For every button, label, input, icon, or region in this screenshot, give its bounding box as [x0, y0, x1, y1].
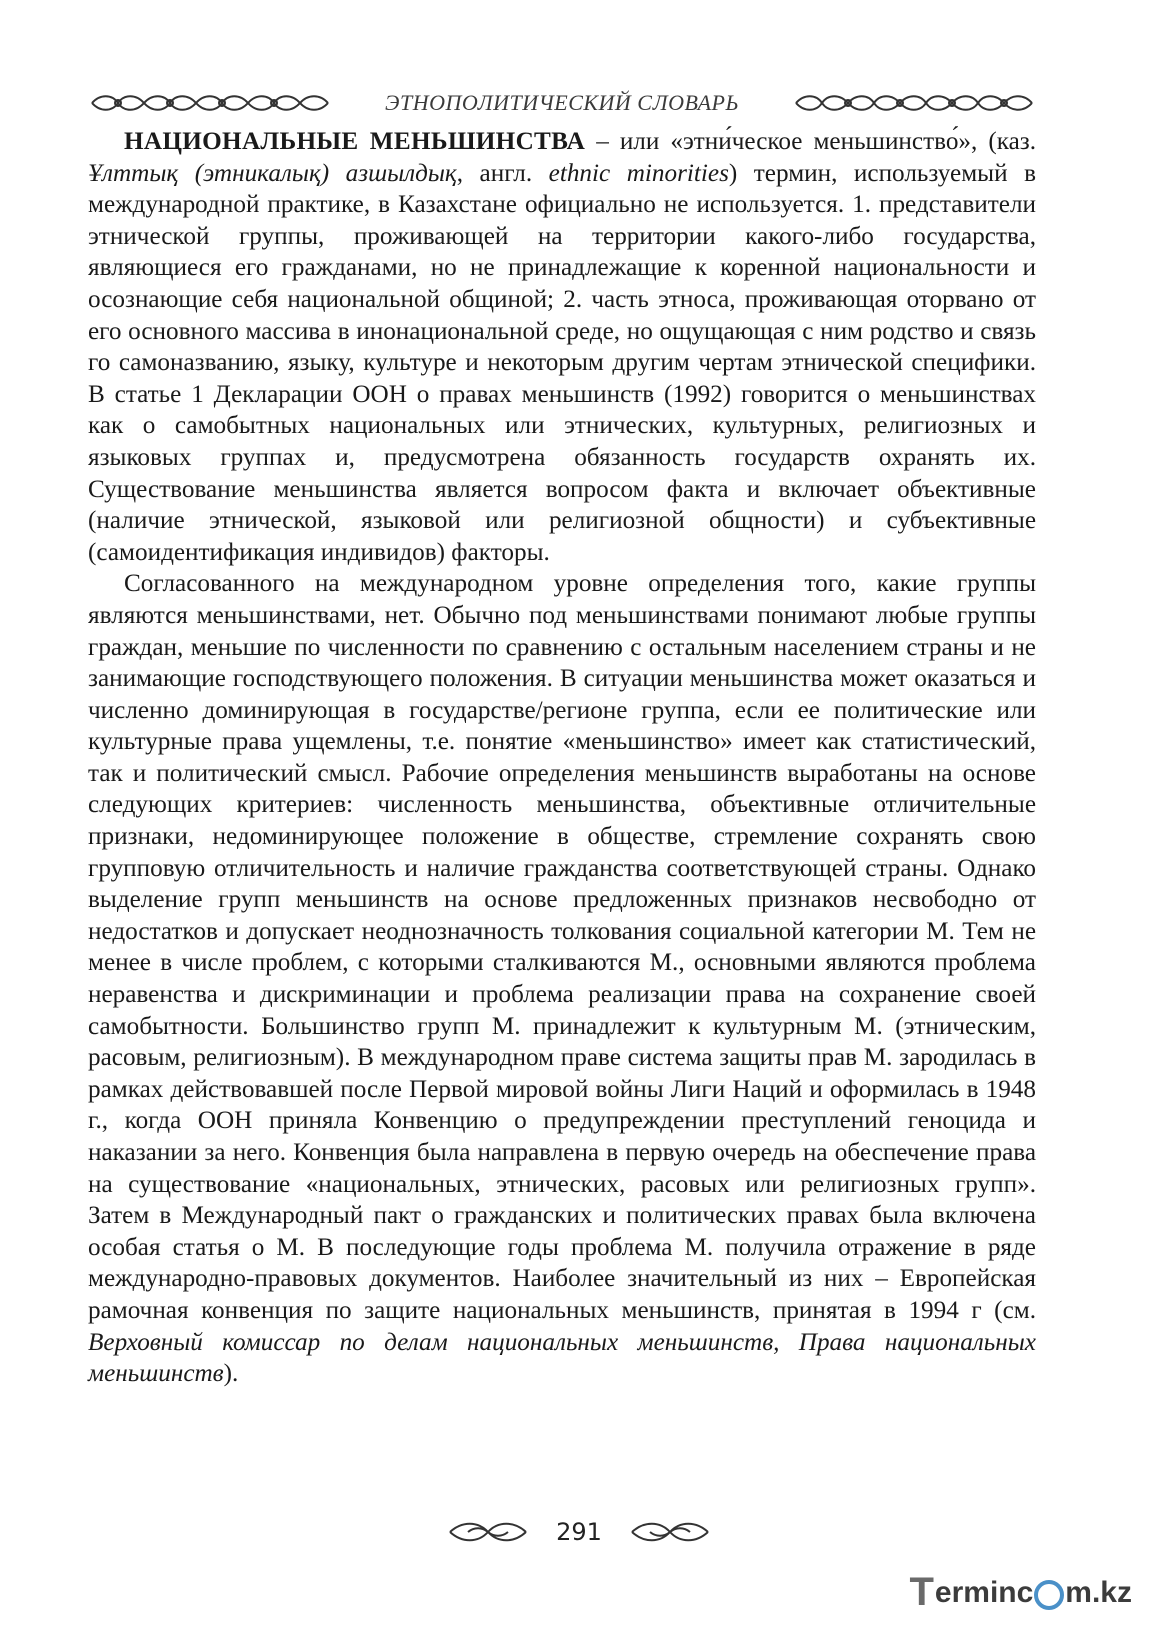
header-title: ЭТНОПОЛИТИЧЕСКИЙ СЛОВАРЬ	[385, 90, 739, 115]
entry-text: Согласованного на международном уровне определения того, какие группы являются меньшинствами, нет. Обычно под меньшинствами понимают любые группы граждан, меньшие по численности по сравнению с остальным населением страны и не занимающие господствующего положения. В ситуации меньшинства может оказаться и численно доминирующая в государстве/регионе группа, если ее политические или культурные права ущемлены, т.е. понятие «меньшинство» имеет как статистический, так и политический смысл. Рабочие определения меньшинств выработаны на основе следующих критериев: численность меньшинства, объективные отличительные признаки, недоминирующее положение в обществе, стремление сохранять свою групповую отличительность и наличие гражданства соответствующей страны. Однако выделение групп меньшинств на основе предложенных признаков несвободно от недостатков и допускает неоднозначность толкования социальной категории М. Тем не менее в числе проблем, с которыми сталкиваются М., основными являются проблема неравенства и дискриминации и проблема реализации права на сохранение своей самобытности. Большинство групп М. принадлежит к культурным М. (этническим, расовым, религиозным). В международном праве система защиты прав М. зародилась в рамках действовавшей после Первой мировой войны Лиги Наций и оформилась в 1948 г., когда ООН приняла Конвенцию о предупреждении преступлений геноцида и наказании за него. Конвенция была направлена в первую очередь на обеспечение права на существование «национальных, этнических, расовых или религиозных групп». Затем в Международный пакт о гражданских и политических правах была включена особая статья о М. В последующие годы проблема М. получила отражение в ряде международно-правовых документов. Наиболее значительный из них – Европейская рамочная конвенция по защите национальных меньшинств, принятая в 1994 г (см.	[88, 570, 1036, 1324]
entry-text: ) термин, используемый в международной практике, в Казахстане официально не используется. 1. представители этнической группы, проживающей на территории какого-либо государства, являющиеся его гражданами, но не принадлежащие к коренной национальности и осознающие себя национальной общиной; 2. часть этноса, проживающая оторвано от его основного массива в инонациональной среде, но ощущающая с ним родство и связь го самоназванию, языку, культуре и некоторым другим чертам этнической специфики. В статье 1 Декларации ООН о правах меньшинств (1992) говорится о меньшинствах как о самобытных национальных или этнических, культурных, религиозных и языковых группах и, предусмотрена обязанность государств охранять их. Существование меньшинства является вопросом факта и включает объективные (наличие этнической, языковой или религиозной общности) и субъективные (самоидентификация индивидов) факторы.	[88, 159, 1036, 566]
swirl-ornament-left-icon	[448, 1519, 528, 1545]
watermark-text: erminc	[934, 1575, 1034, 1609]
watermark-letter: T	[909, 1570, 934, 1614]
english-term: ethnic minorities	[548, 159, 729, 187]
entry-term: НАЦИОНАЛЬНЫЕ МЕНЬШИНСТВА	[124, 128, 586, 155]
dictionary-entry	[88, 126, 1036, 1390]
see-also-references: Верховный комиссар по делам национальных меньшинств, Права национальных меньшинств	[88, 1328, 1036, 1388]
scroll-ornament-left-icon	[88, 92, 338, 114]
scroll-ornament-right-icon	[786, 92, 1036, 114]
entry-paragraph-1	[88, 126, 1036, 568]
page-number: 291	[556, 1518, 602, 1546]
page-footer	[0, 1512, 1158, 1552]
watermark-ring-icon	[1034, 1580, 1064, 1610]
kazakh-term: Ұлттық (этникалық) азшылдық	[88, 159, 457, 187]
entry-text: – или «этни́ческое меньшинство́», (каз.	[585, 128, 1036, 155]
entry-text: ).	[223, 1360, 239, 1388]
site-watermark	[909, 1570, 1132, 1615]
entry-text: , англ.	[456, 159, 549, 187]
watermark-text: m.kz	[1065, 1575, 1132, 1609]
swirl-ornament-right-icon	[630, 1519, 710, 1545]
entry-paragraph-2	[88, 568, 1036, 1389]
running-header	[88, 88, 1036, 118]
